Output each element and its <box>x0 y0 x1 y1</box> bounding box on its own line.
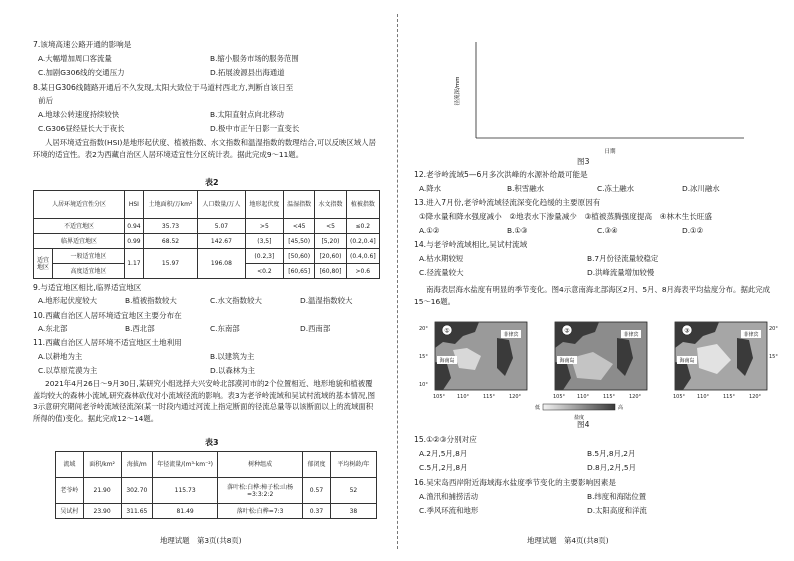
q14-option-c: C.径流量较大 <box>419 268 464 277</box>
lon-tick-b2: 110° <box>577 394 590 400</box>
t2-r0c6: <5 <box>315 219 346 234</box>
q8-option-c: C.G306昼经昼长大于夜长 <box>38 124 125 133</box>
q13-option-c: C.③④ <box>597 226 618 235</box>
t2-r0c3: 5.07 <box>198 219 246 234</box>
q9-option-b: B.植被指数较大 <box>125 296 177 305</box>
t2-r1c1: 0.99 <box>124 234 143 249</box>
t3-r0c3: 115.73 <box>153 478 218 504</box>
q14-option-a: A.枯水期较短 <box>419 254 464 263</box>
page-footer-3: 地理试题 第3页(共8页) <box>160 536 242 545</box>
t2-h3: 人口数量/万人 <box>198 191 246 219</box>
lon-tick-a3: 115° <box>483 394 496 400</box>
t2-group-label: 适宜地区 <box>34 249 53 279</box>
q10-option-d: D.西南部 <box>300 324 331 333</box>
t2-r2c5: [50,60) <box>284 249 315 264</box>
t2-h5: 温湿指数 <box>284 191 315 219</box>
t3-h3: 年径流量/(m³·km⁻²) <box>153 452 218 478</box>
t2-r2c7: (0.4,0.6] <box>346 249 379 264</box>
t2-r3c6: [60,80] <box>315 264 346 279</box>
q14-option-b: B.7月份径流量较稳定 <box>587 254 659 263</box>
q11-stem: 11.西藏自治区人居环境不适宜地区土地利用 <box>33 338 182 347</box>
map-panel-1 <box>435 322 527 390</box>
q16-stem: 16.吴宋岛西岸附近海域海水盐度季节变化的主要影响因素是 <box>414 478 616 487</box>
q8-option-d: D.极中市正午日影一直变长 <box>210 124 300 133</box>
q16-option-b: B.纬度和海陆位置 <box>587 492 647 501</box>
t3-h2: 海拔/m <box>121 452 153 478</box>
q12-option-b: B.积雪融水 <box>507 184 544 193</box>
lat-tick-10: 10° <box>419 382 428 388</box>
q8-stem: 8.某日G306线随路开通后不久发现,太阳大致位于马道村西北方,判断自该日至 <box>33 83 294 92</box>
q15-stem: 15.①②③分别对应 <box>414 435 477 444</box>
q10-option-c: C.东南部 <box>210 324 240 333</box>
t2-h4: 地形起伏度 <box>245 191 283 219</box>
q12-option-c: C.冻土融水 <box>597 184 635 193</box>
lon-tick-b1: 105° <box>553 394 566 400</box>
intro-15-16: 南海表层海水盐度有明显的季节变化。图4示意南海北部海区2月、5月、8月海表平均盐度分布。据此完成15～16题。 <box>414 285 771 306</box>
t2-r2c1: 1.17 <box>124 249 143 279</box>
table3 <box>55 451 377 519</box>
table2-title: 表2 <box>205 178 219 187</box>
t2-h2: 土地面积/万km² <box>143 191 197 219</box>
q13-option-a: A.①② <box>419 226 440 235</box>
t2-r0c4: >5 <box>245 219 283 234</box>
t3-r1c0: 吴试村 <box>56 504 84 519</box>
t3-h5: 郁闭度 <box>303 452 331 478</box>
t2-r0c7: ≤0.2 <box>346 219 379 234</box>
q14-stem: 14.与老爷岭流域相比,吴试村流域 <box>414 240 528 249</box>
q13-statements: ①降水量和降水强度减小 ②地表水下渗量减少 ③植被蒸腾强度提高 ④林木生长旺盛 <box>419 212 713 221</box>
t3-r1c3: 81.49 <box>153 504 218 519</box>
q15-option-b: B.5月,8月,2月 <box>587 449 636 458</box>
q7-stem: 7.该境高速公路开通的影响是 <box>33 40 132 49</box>
t2-r1c7: (0.2,0.4] <box>346 234 379 249</box>
lon-tick-b4: 120° <box>629 394 642 400</box>
t2-r3-sub: 高度适宜地区 <box>53 264 125 279</box>
t2-r2c6: [20,60) <box>315 249 346 264</box>
q8-option-a: A.地球公转速度持续较快 <box>38 110 120 119</box>
t3-h6: 平均树龄/年 <box>330 452 376 478</box>
q8-stem-cont: 前后 <box>38 96 54 105</box>
q11-option-d: D.以森林为主 <box>210 366 255 375</box>
q11-option-b: B.以建筑为主 <box>210 352 255 361</box>
intro-12-14: 2021年4月26日～9月30日,某研究小组选择大兴安岭北部漠河市的2个位置相近、地形地貌和植被覆盖均较大的森林小流域,研究森林砍伐对小流域径流的影响。表3为老爷岭流域和吴试村流域的基本情况,图3示意研究期间老爷岭流域径流深(某一时段内通过河流上指定断面的径流总量等以该断面以上的流域面积所得的值)变化。据此完成12～14题。 <box>33 379 375 423</box>
q7-option-c: C.加剧G306线的交通压力 <box>38 68 125 77</box>
legend-title: 盐度 <box>573 415 585 421</box>
fig3-caption: 图3 <box>577 157 590 166</box>
q12-stem: 12.老爷岭流域5—6月多次洪峰的水源补给最可能是 <box>414 170 588 179</box>
t2-r2-sub: 一般适宜地区 <box>53 249 125 264</box>
lon-tick-a4: 120° <box>509 394 522 400</box>
table3-title: 表3 <box>205 438 219 447</box>
t3-r1c1: 23.90 <box>83 504 121 519</box>
q10-stem: 10.西藏自治区人居环境适宜地区主要分布在 <box>33 311 182 320</box>
q16-option-d: D.太阳高度和洋流 <box>587 506 647 515</box>
fig4-caption: 图4 <box>577 420 590 429</box>
panel-1-label: ① <box>444 327 450 335</box>
panel-3-label: ③ <box>684 327 690 335</box>
map-panel-2 <box>555 322 647 390</box>
t2-r0c0: 不适宜地区 <box>34 219 125 234</box>
t3-r1c6: 38 <box>330 504 376 519</box>
x-axis-label: 日期 <box>604 149 616 155</box>
q14-option-d: D.洪峰流量增加较慢 <box>587 268 655 277</box>
philippines-label-2: 菲律宾 <box>623 332 639 338</box>
t3-r1c2: 311.65 <box>121 504 153 519</box>
t2-h0: 人居环境适宜性分区 <box>34 191 125 219</box>
q11-option-c: C.以草原荒漠为主 <box>38 366 98 375</box>
t2-r1c3: 142.67 <box>198 234 246 249</box>
legend-low: 低 <box>535 405 541 411</box>
panel-2-label: ② <box>564 327 570 335</box>
q7-option-b: B.缩小服务市场的服务范围 <box>210 54 299 63</box>
t2-h6: 水文指数 <box>315 191 346 219</box>
q10-option-a: A.东北部 <box>38 324 68 333</box>
intro-9-11: 人居环境适宜指数(HSI)是地形起伏度、植被指数、水文指数和温湿指数的数理结合,可以反映区域人居环境的适宜性。表2为西藏自治区人居环境适宜性分区统计表。据此完成9～11题。 <box>33 138 376 159</box>
lon-tick-a1: 105° <box>433 394 446 400</box>
t3-r0c2: 302.70 <box>121 478 153 504</box>
lat-tick-15-r: 15° <box>769 354 778 360</box>
hainan-label-3: 海南岛 <box>679 358 695 364</box>
q12-option-a: A.降水 <box>419 184 442 193</box>
q11-option-a: A.以耕地为主 <box>38 352 83 361</box>
map-panel-3 <box>675 322 767 390</box>
q15-option-a: A.2月,5月,8月 <box>419 449 468 458</box>
map-lon-ticks <box>433 394 762 400</box>
q10-option-b: B.西北部 <box>125 324 155 333</box>
t3-r0c5: 0.57 <box>303 478 331 504</box>
lat-tick-15: 15° <box>419 354 428 360</box>
lat-tick-20: 20° <box>419 326 428 332</box>
t2-r3c5: [60,65] <box>284 264 315 279</box>
t2-r2c3: 196.08 <box>198 249 246 279</box>
lon-tick-a2: 110° <box>457 394 470 400</box>
page-footer-4: 地理试题 第4页(共8页) <box>527 536 609 545</box>
q16-option-a: A.渔汛和捕捞活动 <box>419 492 479 501</box>
t3-h1: 面积/km² <box>83 452 121 478</box>
hainan-label-1: 海南岛 <box>439 358 455 364</box>
q7-option-d: D.拓展浚源县出海通道 <box>210 68 285 77</box>
hainan-label-2: 海南岛 <box>559 358 575 364</box>
q9-option-d: D.温湿指数较大 <box>300 296 353 305</box>
t2-r2c4: (0.2,3] <box>245 249 283 264</box>
t2-h7: 植被指数 <box>346 191 379 219</box>
legend-high: 高 <box>618 405 624 411</box>
salinity-legend <box>535 404 623 421</box>
lon-tick-c1: 105° <box>673 394 686 400</box>
salinity-maps-figure <box>417 318 787 430</box>
philippines-label-3: 菲律宾 <box>743 332 759 338</box>
t2-r0c5: <45 <box>284 219 315 234</box>
runoff-line-chart <box>452 36 752 156</box>
q8-option-b: B.太阳直射点向北移动 <box>210 110 284 119</box>
t2-r2c2: 15.97 <box>143 249 197 279</box>
lat-tick-20-r: 20° <box>769 326 778 332</box>
q13-option-b: B.①③ <box>507 226 528 235</box>
lon-tick-c4: 120° <box>749 394 762 400</box>
t2-h1: HSI <box>124 191 143 219</box>
lon-tick-c3: 115° <box>723 394 736 400</box>
q16-option-c: C.季风环流和地形 <box>419 506 479 515</box>
t2-r1c6: [5,20) <box>315 234 346 249</box>
q7-option-a: A.大幅增加周口客流量 <box>38 54 112 63</box>
t2-r0c2: 35.73 <box>143 219 197 234</box>
t2-r0c1: 0.94 <box>124 219 143 234</box>
t2-r1c2: 68.52 <box>143 234 197 249</box>
right-page <box>397 0 794 561</box>
philippines-label-1: 菲律宾 <box>503 332 519 338</box>
table2 <box>33 190 380 279</box>
t2-r1c4: (3,5] <box>245 234 283 249</box>
t3-r0c4: 落叶松:白桦:樟子松:山杨=3:3:2:2 <box>218 478 303 504</box>
t3-r0c6: 52 <box>330 478 376 504</box>
q9-stem: 9.与适宜地区相比,临界适宜地区 <box>33 283 142 292</box>
t3-r0c0: 老爷岭 <box>56 478 84 504</box>
q13-option-d: D.①② <box>682 226 704 235</box>
q9-option-a: A.地形起伏度较大 <box>38 296 98 305</box>
t2-r1c5: [45,50) <box>284 234 315 249</box>
q15-option-d: D.8月,2月,5月 <box>587 463 637 472</box>
q13-stem: 13.进入7月份,老爷岭流域径流深变化趋缓的主要原因有 <box>414 198 601 207</box>
q9-option-c: C.水文指数较大 <box>210 296 262 305</box>
y-axis-label: 径流深/mm <box>455 76 461 106</box>
lon-tick-c2: 110° <box>697 394 710 400</box>
t3-r0c1: 21.90 <box>83 478 121 504</box>
legend-gradient-bar <box>543 404 615 410</box>
t3-h4: 树种组成 <box>218 452 303 478</box>
t3-h0: 流域 <box>56 452 84 478</box>
lon-tick-b3: 115° <box>603 394 616 400</box>
q15-option-c: C.5月,2月,8月 <box>419 463 468 472</box>
t3-r1c5: 0.37 <box>303 504 331 519</box>
q12-option-d: D.冰川融水 <box>682 184 720 193</box>
t2-r3c4: <0.2 <box>245 264 283 279</box>
t2-r1c0: 临界适宜地区 <box>34 234 125 249</box>
t3-r1c4: 落叶松:白桦=7:3 <box>218 504 303 519</box>
t2-r3c7: >0.6 <box>346 264 379 279</box>
